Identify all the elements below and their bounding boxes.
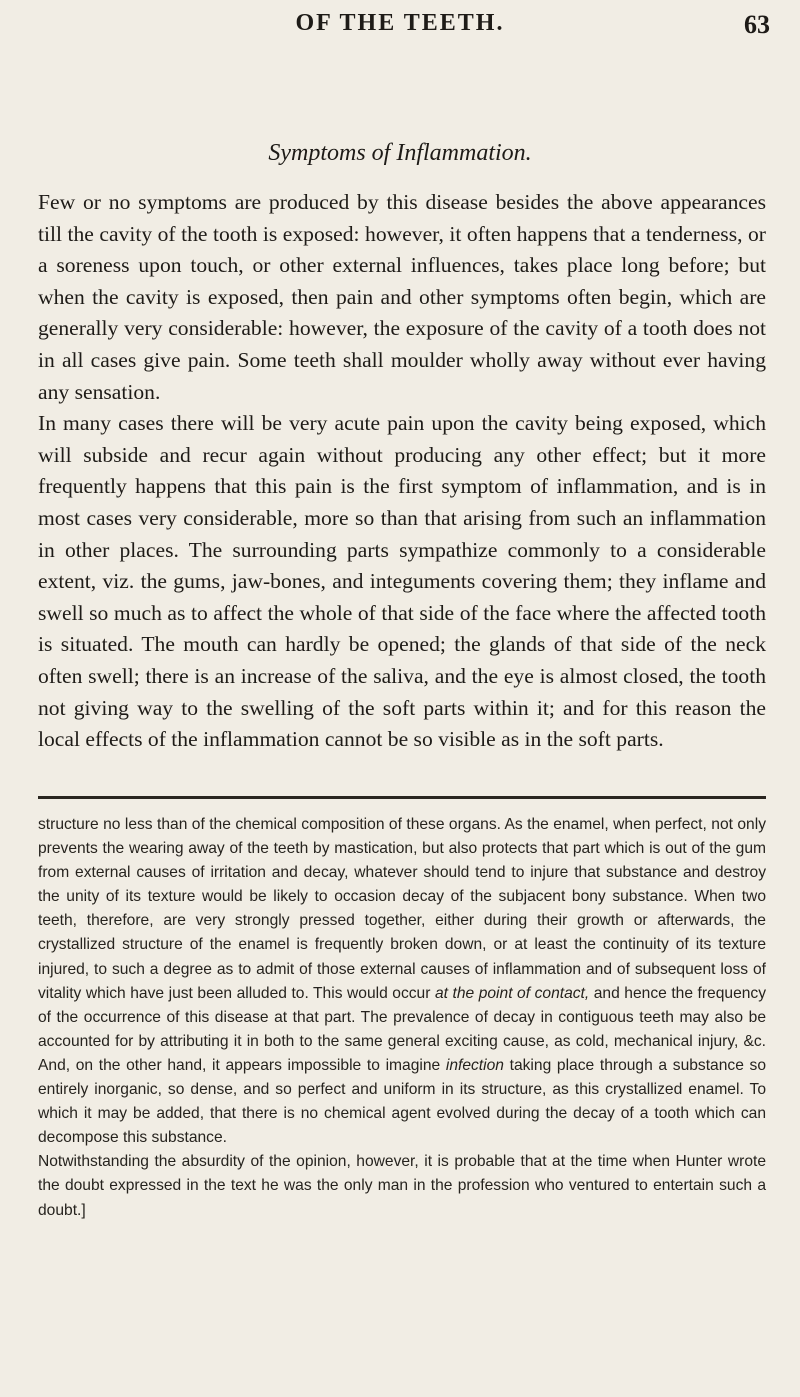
body-paragraph-1: Few or no symptoms are produced by this disease besides the above appearances till the cavity of the tooth is exposed: however, it often happens that a tenderness, or a soreness upon touch, or other external influences, takes place long before; but when the cavity is exposed, then pain and other symptoms often begin, which are generally very considerable: however, the exposure of the cavity of a tooth does not in all cases give pain. Some teeth shall moulder wholly away without ever having any sensation. <box>38 190 766 404</box>
body-paragraph-2: In many cases there will be very acute pain upon the cavity being exposed, which will subside and recur again without producing any other effect; but it more frequently happens that this pain is the first symptom of inflammation, and is in most cases very considerable, more so than that arising from such an inflammation in other places. The surrounding parts sympathize commonly to a considerable extent, viz. the gums, jaw-bones, and integuments covering them; they inflame and swell so much as to affect the whole of that side of the face where the affected tooth is situated. The mouth can hardly be opened; the glands of that side of the neck often swell; there is an increase of the saliva, and the eye is almost closed, the tooth not giving way to the swelling of the soft parts within it; and for this reason the local effects of the inflammation cannot be so visible as in the soft parts. <box>38 411 766 752</box>
footnote-paragraph-2: Notwithstanding the absurdity of the opinion, however, it is probable that at the time when Hunter wrote the doubt expressed in the text he was the only man in the profession who ventured to entertain such a doubt.] <box>38 1153 766 1219</box>
page-number: 63 <box>744 10 770 39</box>
footnote-text-b: and hence the frequency of the occurrence of this disease at that part. The prevalence of decay in contiguous teeth may also be accounted for by attributing it in both to the same general exciting cause, as cold, mechanical injury, &c. And, on the other hand, it appears impossible to imagine <box>38 984 767 1074</box>
footnote-italic-infection: infection <box>445 1056 504 1074</box>
footnote-text-c: taking place through a substance so entirely inorganic, so dense, and so perfect and uniform in its structure, as this crystallized enamel. To which it may be added, that there is no chemical agent evolved during the decay of a tooth which can decompose this substance. <box>38 1056 767 1147</box>
main-text <box>38 187 766 756</box>
footnote-italic-contact: at the point of contact, <box>434 984 590 1002</box>
running-title: OF THE TEETH. <box>295 10 505 36</box>
footnote-divider <box>38 796 766 799</box>
section-title: Symptoms of Inflammation. <box>268 140 532 166</box>
footnote <box>38 813 766 1223</box>
footnote-text-a: structure no less than of the chemical composition of these organs. As the enamel, when perfect, not only prevents the wearing away of the teeth by mastication, but also protects that part which is out of the gum from external causes of irritation and decay, whatever should tend to injure that substance and destroy the unity of its texture would be likely to occasion decay of the subjacent bony substance. When two teeth, therefore, are very strongly pressed together, either during their growth or afterwards, the crystallized structure of the enamel is frequently broken down, or at least the continuity of its texture injured, to such a degree as to admit of those external causes of inflammation and of subsequent loss of vitality which have just been alluded to. This would occur <box>38 816 766 1002</box>
running-head <box>0 10 800 44</box>
footnote-paragraph-1 <box>38 813 766 1150</box>
